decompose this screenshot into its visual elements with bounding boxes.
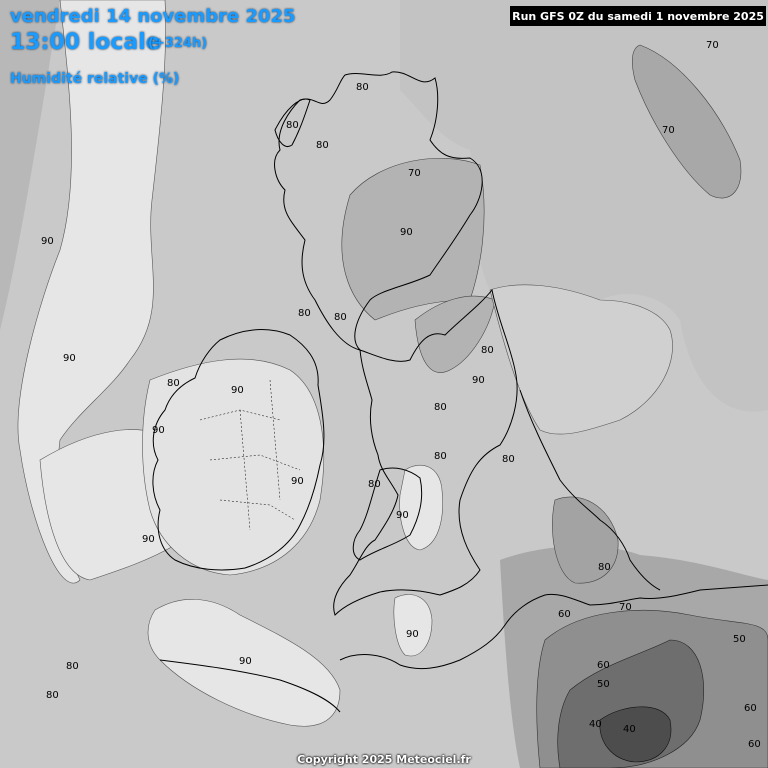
contour-label: 70 <box>619 602 632 613</box>
contour-label: 70 <box>706 40 719 51</box>
contour-label: 70 <box>662 125 675 136</box>
contour-label: 60 <box>748 739 761 750</box>
contour-label: 70 <box>408 168 421 179</box>
contour-label: 90 <box>142 534 155 545</box>
contour-label: 80 <box>598 562 611 573</box>
contour-label: 80 <box>434 451 447 462</box>
contour-label: 80 <box>434 402 447 413</box>
contour-label: 60 <box>597 660 610 671</box>
contour-label: 80 <box>167 378 180 389</box>
contour-label: 50 <box>597 679 610 690</box>
contour-label: 80 <box>286 120 299 131</box>
contour-label: 90 <box>239 656 252 667</box>
contour-label: 90 <box>472 375 485 386</box>
contour-label: 80 <box>66 661 79 672</box>
contour-label: 50 <box>733 634 746 645</box>
forecast-offset: (+324h) <box>148 36 208 51</box>
contour-label: 60 <box>558 609 571 620</box>
contour-label: 90 <box>152 425 165 436</box>
contour-label: 90 <box>41 236 54 247</box>
contour-label: 90 <box>231 385 244 396</box>
contour-label: 80 <box>334 312 347 323</box>
contour-label: 40 <box>623 724 636 735</box>
contour-label: 80 <box>298 308 311 319</box>
contour-label: 80 <box>502 454 515 465</box>
contour-label: 80 <box>368 479 381 490</box>
contour-label: 90 <box>291 476 304 487</box>
copyright: Copyright 2025 Meteociel.fr <box>297 753 471 766</box>
contour-label: 80 <box>481 345 494 356</box>
forecast-time: 13:00 locale <box>10 30 161 55</box>
contour-label: 90 <box>396 510 409 521</box>
forecast-date: vendredi 14 novembre 2025 <box>10 6 296 27</box>
contour-label: 90 <box>63 353 76 364</box>
contour-label: 60 <box>744 703 757 714</box>
rh-zone-scotland-70 <box>342 158 484 320</box>
contour-label: 80 <box>316 140 329 151</box>
contour-label: 80 <box>46 690 59 701</box>
contour-label: 40 <box>589 719 602 730</box>
run-info-text: Run GFS 0Z du samedi 1 novembre 2025 <box>512 9 764 23</box>
contour-label: 80 <box>356 82 369 93</box>
contour-label: 90 <box>400 227 413 238</box>
variable-name: Humidité relative (%) <box>10 71 180 87</box>
run-info-box <box>510 6 766 26</box>
contour-label: 90 <box>406 629 419 640</box>
